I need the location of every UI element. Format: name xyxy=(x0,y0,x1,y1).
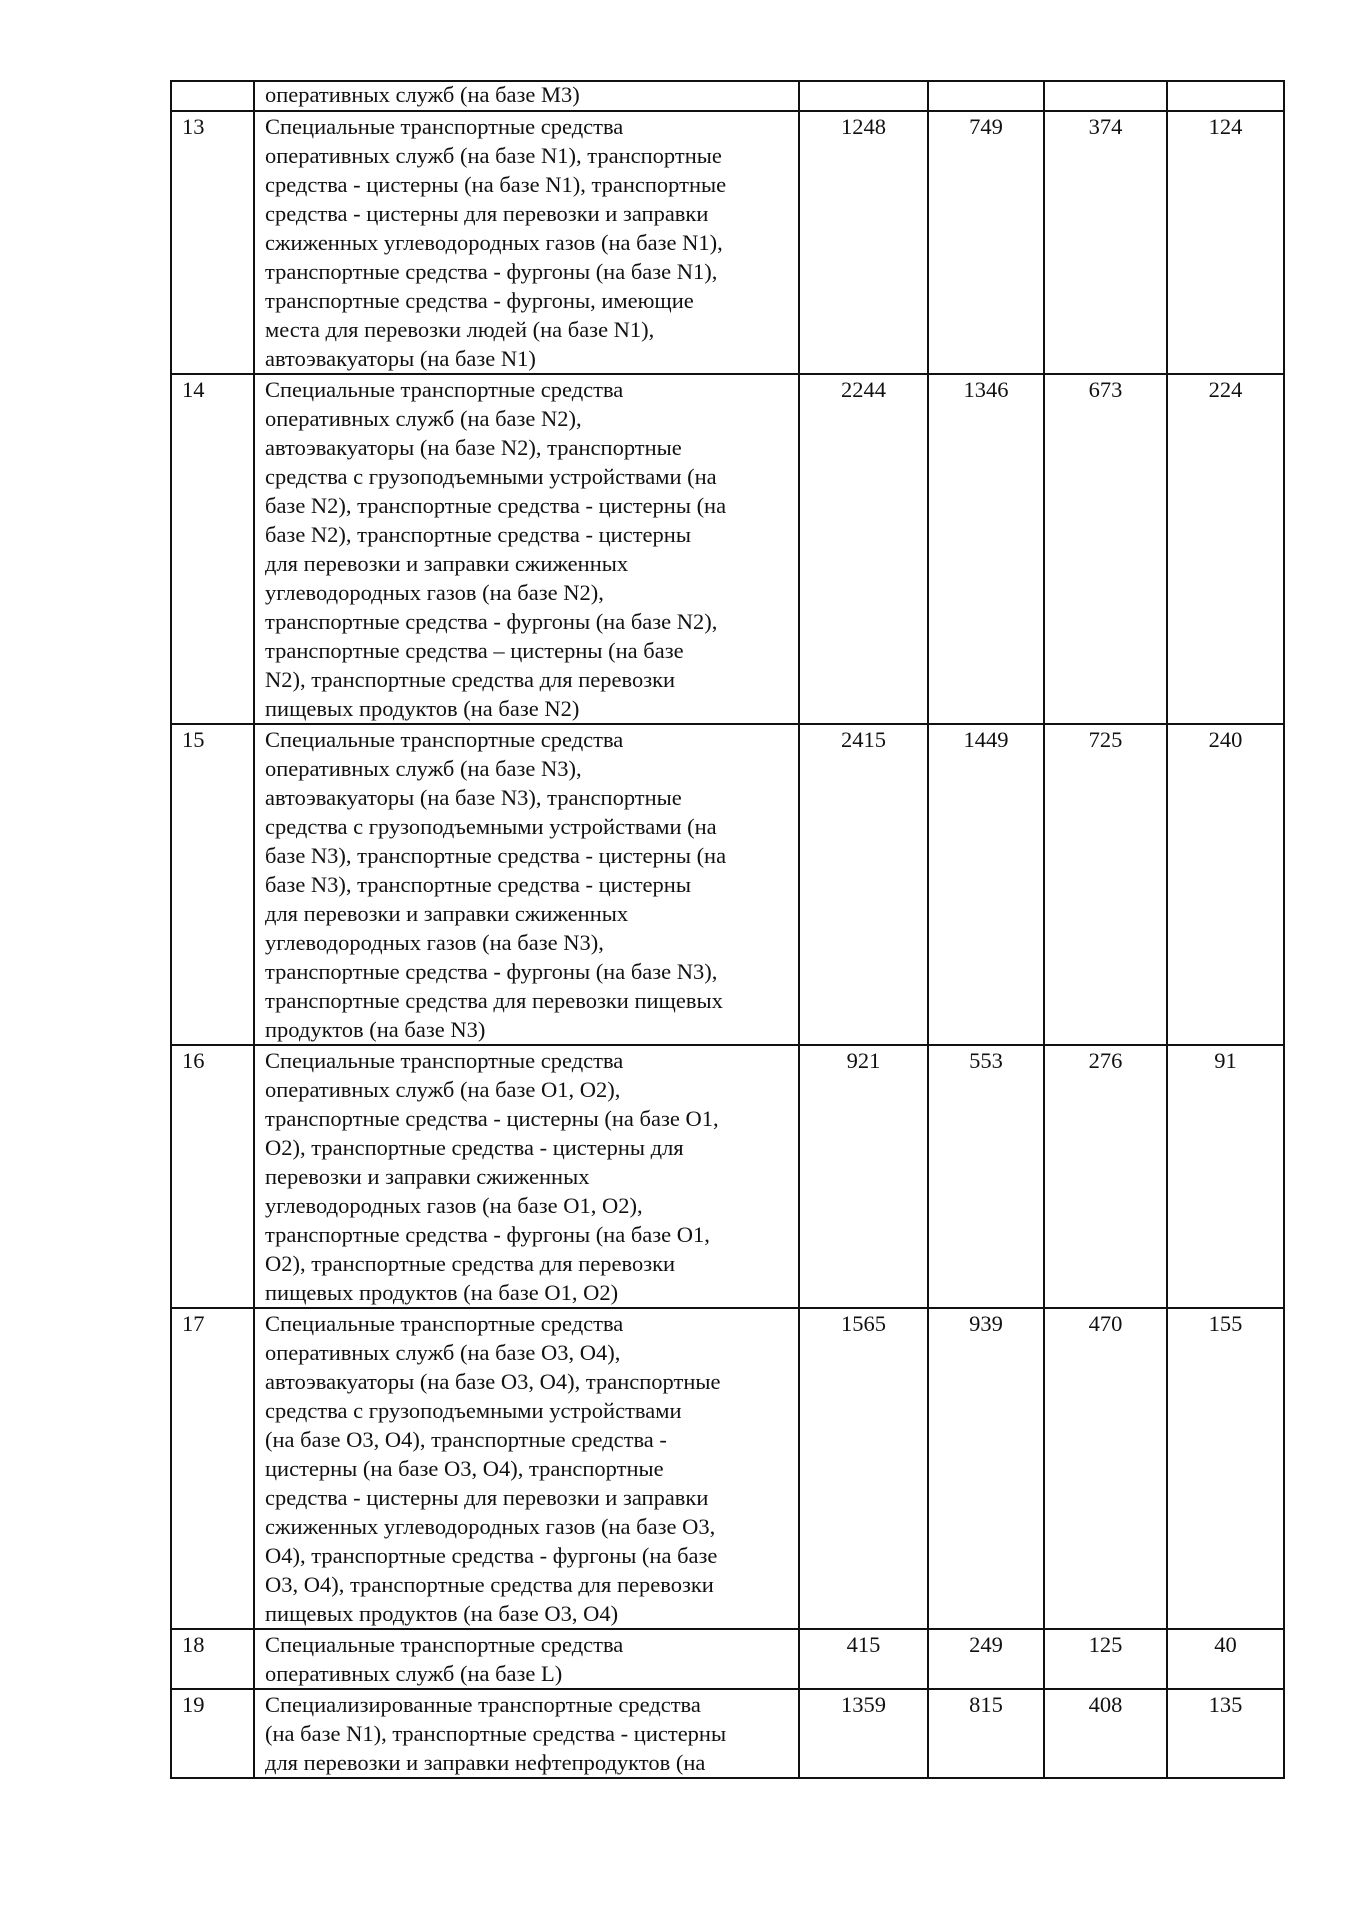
row-description-line: оперативных служб (на базе O3, O4), xyxy=(265,1340,621,1365)
row-number-cell xyxy=(171,1629,254,1689)
row-description-cell xyxy=(254,1308,799,1629)
value-1: 921 xyxy=(846,1048,881,1073)
row-description-line: транспортные средства - фургоны (на базе N2), xyxy=(265,609,718,634)
value-4: 155 xyxy=(1208,1311,1243,1336)
row-description-line: места для перевозки людей (на базе N1), xyxy=(265,317,655,342)
row-description-line: средства с грузоподъемными устройствами (на xyxy=(265,814,717,839)
table-row xyxy=(171,1308,1284,1629)
value-cell-4 xyxy=(1167,1629,1284,1689)
row-description-line: Специальные транспортные средства xyxy=(265,114,624,139)
value-4: 91 xyxy=(1214,1048,1237,1073)
row-description-line: O2), транспортные средства для перевозки xyxy=(265,1251,676,1276)
row-number: 13 xyxy=(182,114,205,139)
value-cell-4 xyxy=(1167,111,1284,374)
value-cell-3 xyxy=(1044,374,1167,724)
value-2: 939 xyxy=(969,1311,1003,1336)
value-3: 725 xyxy=(1088,727,1123,752)
value-3: 276 xyxy=(1088,1048,1123,1073)
row-description-line: средства с грузоподъемными устройствами (на xyxy=(265,464,717,489)
value-cell-2 xyxy=(928,1689,1044,1778)
value-cell-4 xyxy=(1167,724,1284,1045)
row-description-line: транспортные средства - фургоны, имеющие xyxy=(265,288,694,313)
row-number-cell xyxy=(171,374,254,724)
value-cell-2 xyxy=(928,724,1044,1045)
row-number: 14 xyxy=(182,377,205,402)
row-description-line: автоэвакуаторы (на базе O3, O4), транспортные xyxy=(265,1369,721,1394)
value-cell-1 xyxy=(799,111,928,374)
row-description-line: для перевозки и заправки сжиженных xyxy=(265,551,629,576)
table-row-continuation xyxy=(171,81,1284,111)
row-description-line: оперативных служб (на базе N2), xyxy=(265,406,582,431)
value-4: 240 xyxy=(1208,727,1243,752)
row-number: 19 xyxy=(182,1692,205,1717)
row-description-line: O2), транспортные средства - цистерны для xyxy=(265,1135,684,1160)
value-3: 673 xyxy=(1088,377,1123,402)
row-description-line: пищевых продуктов (на базе O3, O4) xyxy=(265,1601,619,1626)
row-description-line: транспортные средства - цистерны (на базе O1, xyxy=(265,1106,719,1131)
row-description-line: продуктов (на базе N3) xyxy=(265,1017,486,1042)
row-description-line: базе N2), транспортные средства - цистерны (на xyxy=(265,493,727,518)
row-description-line: оперативных служб (на базе N1), транспортные xyxy=(265,143,722,168)
value-cell-3 xyxy=(1044,81,1167,111)
row-description-line: транспортные средства – цистерны (на базе xyxy=(265,638,684,663)
row-description-line: перевозки и заправки сжиженных xyxy=(265,1164,590,1189)
value-3: 374 xyxy=(1088,114,1123,139)
row-number: 15 xyxy=(182,727,205,752)
table-body xyxy=(171,81,1284,1778)
row-description-line: автоэвакуаторы (на базе N1) xyxy=(265,346,536,371)
table-row xyxy=(171,1045,1284,1308)
value-1: 2415 xyxy=(841,727,886,752)
row-description-line: сжиженных углеводородных газов (на базе N1), xyxy=(265,230,723,255)
row-description-line: Специальные транспортные средства xyxy=(265,1311,624,1336)
table-row xyxy=(171,374,1284,724)
value-cell-1 xyxy=(799,374,928,724)
value-cell-4 xyxy=(1167,1308,1284,1629)
row-description-line: оперативных служб (на базе L) xyxy=(265,1661,563,1686)
value-2: 553 xyxy=(969,1048,1003,1073)
row-number-cell xyxy=(171,111,254,374)
value-cell-4 xyxy=(1167,374,1284,724)
table-row xyxy=(171,111,1284,374)
value-cell-3 xyxy=(1044,1308,1167,1629)
value-1: 1248 xyxy=(841,114,886,139)
value-2: 815 xyxy=(969,1692,1003,1717)
value-cell-1 xyxy=(799,1629,928,1689)
row-number-cell xyxy=(171,81,254,111)
value-cell-4 xyxy=(1167,81,1284,111)
value-cell-1 xyxy=(799,81,928,111)
value-cell-2 xyxy=(928,1045,1044,1308)
value-1: 415 xyxy=(846,1632,881,1657)
value-cell-3 xyxy=(1044,724,1167,1045)
row-description-line: транспортные средства - фургоны (на базе N3), xyxy=(265,959,718,984)
row-description-line: (на базе N1), транспортные средства - цистерны xyxy=(265,1721,727,1746)
row-description-cell xyxy=(254,1689,799,1778)
row-description-line: средства с грузоподъемными устройствами xyxy=(265,1398,682,1423)
row-description-line: цистерны (на базе O3, O4), транспортные xyxy=(265,1456,664,1481)
value-cell-2 xyxy=(928,1308,1044,1629)
row-description-line: для перевозки и заправки нефтепродуктов (на xyxy=(265,1750,706,1775)
value-cell-2 xyxy=(928,81,1044,111)
row-description-cell xyxy=(254,1629,799,1689)
table-row xyxy=(171,1629,1284,1689)
value-4: 224 xyxy=(1208,377,1243,402)
value-2: 1449 xyxy=(963,727,1009,752)
row-description-line: базе N3), транспортные средства - цистерны xyxy=(265,872,691,897)
value-cell-3 xyxy=(1044,1045,1167,1308)
value-2: 249 xyxy=(969,1632,1003,1657)
value-cell-2 xyxy=(928,374,1044,724)
value-cell-3 xyxy=(1044,111,1167,374)
row-description-line: транспортные средства - фургоны (на базе O1, xyxy=(265,1222,710,1247)
row-description-line: автоэвакуаторы (на базе N3), транспортные xyxy=(265,785,682,810)
row-description-cell xyxy=(254,1045,799,1308)
value-3: 408 xyxy=(1088,1692,1123,1717)
value-4: 135 xyxy=(1208,1692,1243,1717)
row-number-cell xyxy=(171,1689,254,1778)
row-description-line: транспортные средства - фургоны (на базе N1), xyxy=(265,259,718,284)
row-description-line: оперативных служб (на базе M3) xyxy=(265,82,580,107)
row-description-cell xyxy=(254,374,799,724)
row-number: 16 xyxy=(182,1048,205,1073)
row-number-cell xyxy=(171,1045,254,1308)
value-cell-1 xyxy=(799,1308,928,1629)
row-description-cell xyxy=(254,81,799,111)
row-description-line: O4), транспортные средства - фургоны (на базе xyxy=(265,1543,718,1568)
row-description-line: для перевозки и заправки сжиженных xyxy=(265,901,629,926)
value-2: 749 xyxy=(969,114,1003,139)
value-4: 124 xyxy=(1208,114,1243,139)
value-cell-4 xyxy=(1167,1045,1284,1308)
row-description-line: автоэвакуаторы (на базе N2), транспортные xyxy=(265,435,682,460)
row-number-cell xyxy=(171,1308,254,1629)
row-description-line: оперативных служб (на базе O1, O2), xyxy=(265,1077,621,1102)
row-description-line: средства - цистерны для перевозки и заправки xyxy=(265,1485,709,1510)
row-description-line: углеводородных газов (на базе N2), xyxy=(265,580,604,605)
vehicle-fee-table xyxy=(170,80,1285,1779)
value-cell-2 xyxy=(928,111,1044,374)
row-description-line: (на базе O3, O4), транспортные средства - xyxy=(265,1427,667,1452)
value-3: 470 xyxy=(1088,1311,1123,1336)
row-description-line: сжиженных углеводородных газов (на базе O3, xyxy=(265,1514,716,1539)
row-description-line: средства - цистерны для перевозки и заправки xyxy=(265,201,709,226)
row-description-cell xyxy=(254,111,799,374)
value-3: 125 xyxy=(1088,1632,1123,1657)
value-cell-3 xyxy=(1044,1689,1167,1778)
row-description-line: Специальные транспортные средства xyxy=(265,1048,624,1073)
row-description-line: N2), транспортные средства для перевозки xyxy=(265,667,676,692)
row-description-line: пищевых продуктов (на базе O1, O2) xyxy=(265,1280,619,1305)
row-number: 17 xyxy=(182,1311,205,1336)
row-description-line: Специальные транспортные средства xyxy=(265,727,624,752)
row-description-line: Специальные транспортные средства xyxy=(265,1632,624,1657)
value-cell-2 xyxy=(928,1629,1044,1689)
value-1: 1565 xyxy=(841,1311,886,1336)
value-1: 1359 xyxy=(841,1692,886,1717)
value-cell-3 xyxy=(1044,1629,1167,1689)
row-description-line: средства - цистерны (на базе N1), транспортные xyxy=(265,172,727,197)
value-1: 2244 xyxy=(841,377,886,402)
value-2: 1346 xyxy=(963,377,1009,402)
value-cell-4 xyxy=(1167,1689,1284,1778)
row-description-line: пищевых продуктов (на базе N2) xyxy=(265,696,580,721)
row-description-line: Специальные транспортные средства xyxy=(265,377,624,402)
value-cell-1 xyxy=(799,724,928,1045)
row-description-line: базе N2), транспортные средства - цистерны xyxy=(265,522,691,547)
value-cell-1 xyxy=(799,1689,928,1778)
row-number: 18 xyxy=(182,1632,205,1657)
row-description-line: базе N3), транспортные средства - цистерны (на xyxy=(265,843,727,868)
value-cell-1 xyxy=(799,1045,928,1308)
row-number-cell xyxy=(171,724,254,1045)
row-description-line: Специализированные транспортные средства xyxy=(265,1692,701,1717)
value-4: 40 xyxy=(1214,1632,1237,1657)
table-row xyxy=(171,1689,1284,1778)
row-description-line: углеводородных газов (на базе O1, O2), xyxy=(265,1193,643,1218)
row-description-line: O3, O4), транспортные средства для перевозки xyxy=(265,1572,714,1597)
row-description-line: углеводородных газов (на базе N3), xyxy=(265,930,604,955)
row-description-cell xyxy=(254,724,799,1045)
row-description-line: транспортные средства для перевозки пищевых xyxy=(265,988,723,1013)
row-description-line: оперативных служб (на базе N3), xyxy=(265,756,582,781)
table-row xyxy=(171,724,1284,1045)
